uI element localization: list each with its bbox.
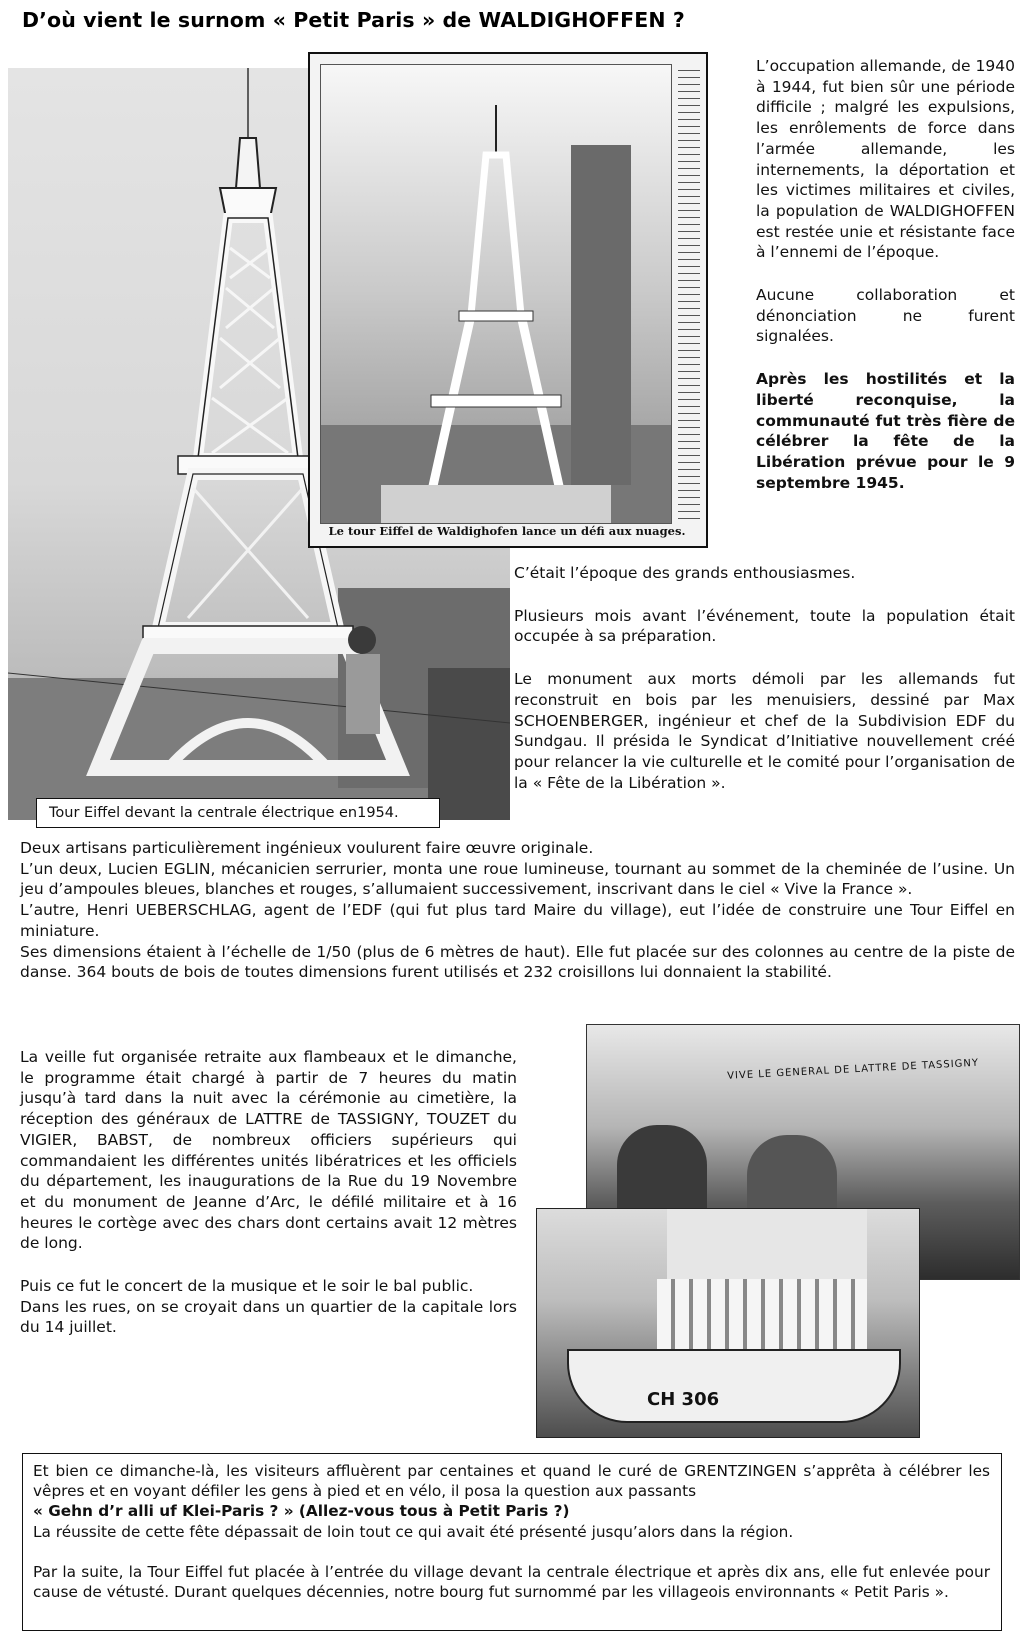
clipping-tower-illustration xyxy=(321,65,671,523)
paragraph-visitors: Et bien ce dimanche-là, les visiteurs affluèrent par centaines et quand le curé de GRENTZINGEN s’apprêta à célébrer les vêpres et en voyant défiler les gens à pied et en vélo, il posa la question aux passants xyxy=(33,1462,990,1501)
paragraph-enthusiasm: C’était l’époque des grands enthousiasmes. xyxy=(514,564,856,582)
float-boat-label: CH 306 xyxy=(647,1389,720,1410)
float-photo xyxy=(536,1208,920,1438)
paragraph-success: La réussite de cette fête dépassait de loin tout ce qui avait été présenté jusqu’alors dans la région. xyxy=(33,1522,794,1541)
paragraph-eglin: L’un deux, Lucien EGLIN, mécanicien serrurier, monta une roue lumineuse, tournant au sommet de la cheminée de l’usine. Un jeu d’ampoules bleues, blanches et rouges, s’allumaient successivement, inscrivant dans le ciel « Vive la France ». xyxy=(20,859,1015,899)
tower-photo-caption: Tour Eiffel devant la centrale électrique en1954. xyxy=(36,798,440,828)
paragraph-programme: La veille fut organisée retraite aux flambeaux et le dimanche, le programme était chargé à partir de 7 heures du matin jusqu’à tard dans la nuit avec la cérémonie au cimetière, la réception des généraux de LATTRE de TASSIGNY, TOUZET du VIGIER, BABST, de nombreux officiers supérieurs qui commandaient les différentes unités libératrices et les officiels du département, les inaugurations de la Rue du 19 Novembre et du monument de Jeanne d’Arc, le défilé militaire et à 16 heures le cortège avec des chars dont certains avait 12 mètres de long. xyxy=(20,1048,517,1253)
paragraph-petit-paris: Par la suite, la Tour Eiffel fut placée à l’entrée du village devant la centrale électrique et après dix ans, elle fut enlevée pour cause de vétusté. Durant quelques décennies, notre bourg fut surnommé par les villageois environnants « Petit Paris ». xyxy=(33,1562,990,1602)
full-width-section xyxy=(20,838,1015,983)
paragraph-collaboration: Aucune collaboration et dénonciation ne furent signalées. xyxy=(756,286,1015,346)
left-column xyxy=(20,1047,517,1338)
newspaper-clipping xyxy=(308,52,708,548)
paragraph-dimensions: Ses dimensions étaient à l’échelle de 1/50 (plus de 6 mètres de haut). Elle fut placée sur des colonnes au centre de la piste de danse. 364 bouts de bois de toutes dimensions furent utilisés et 232 croisillons lui donnaient la stabilité. xyxy=(20,942,1015,982)
paragraph-capital: Dans les rues, on se croyait dans un quartier de la capitale lors du 14 juillet. xyxy=(20,1297,517,1337)
paragraph-artisans: Deux artisans particulièrement ingénieux voulurent faire œuvre originale. xyxy=(20,839,594,857)
mid-column xyxy=(514,563,1015,793)
paragraph-liberation: Après les hostilités et la liberté reconquise, la communauté fut très fière de célébrer la fête de la Libération prévue pour le 9 septembre 1945. xyxy=(756,370,1015,492)
paragraph-preparation: Plusieurs mois avant l’événement, toute la population était occupée à sa préparation. xyxy=(514,606,1015,646)
clipping-caption: Le tour Eiffel de Waldighofen lance un défi aux nuages. xyxy=(328,524,686,538)
page-title: D’où vient le surnom « Petit Paris » de WALDIGHOFFEN ? xyxy=(22,8,685,32)
right-column xyxy=(756,56,1015,493)
paragraph-monument: Le monument aux morts démoli par les allemands fut reconstruit en bois par les menuisiers, dessiné par Max SCHOENBERGER, ingénieur et chef de la Subdivision EDF du Sundgau. Il présida le Syndicat d’Initiative nouvellement créé pour relancer la vie culturelle et le comité pour l’organisation de la « Fête de la Libération ». xyxy=(514,670,1015,792)
paragraph-quote: « Gehn d’r alli uf Klei-Paris ? » (Allez-vous tous à Petit Paris ?) xyxy=(33,1502,570,1521)
float-boat-hull xyxy=(567,1349,901,1423)
paragraph-concert: Puis ce fut le concert de la musique et le soir le bal public. xyxy=(20,1277,474,1296)
float-crowd xyxy=(657,1279,867,1359)
conclusion-box xyxy=(22,1453,1002,1631)
clipping-text-column xyxy=(678,64,700,522)
parade-banner: VIVE LE GÉNÉRAL DE LATTRE DE TASSIGNY xyxy=(726,1057,980,1082)
paragraph-ueberschlag: L’autre, Henri UEBERSCHLAG, agent de l’EDF (qui fut plus tard Maire du village), eut l’idée de construire une Tour Eiffel en miniature. xyxy=(20,901,1015,940)
paragraph-occupation: L’occupation allemande, de 1940 à 1944, fut bien sûr une période difficile ; malgré les expulsions, les enrôlements de force dans l’armée allemande, les internements, la déportation et les victimes militaires et civiles, la population de WALDIGHOFFEN est restée unie et résistante face à l’ennemi de l’époque. xyxy=(756,57,1015,262)
clipping-photo xyxy=(320,64,672,524)
